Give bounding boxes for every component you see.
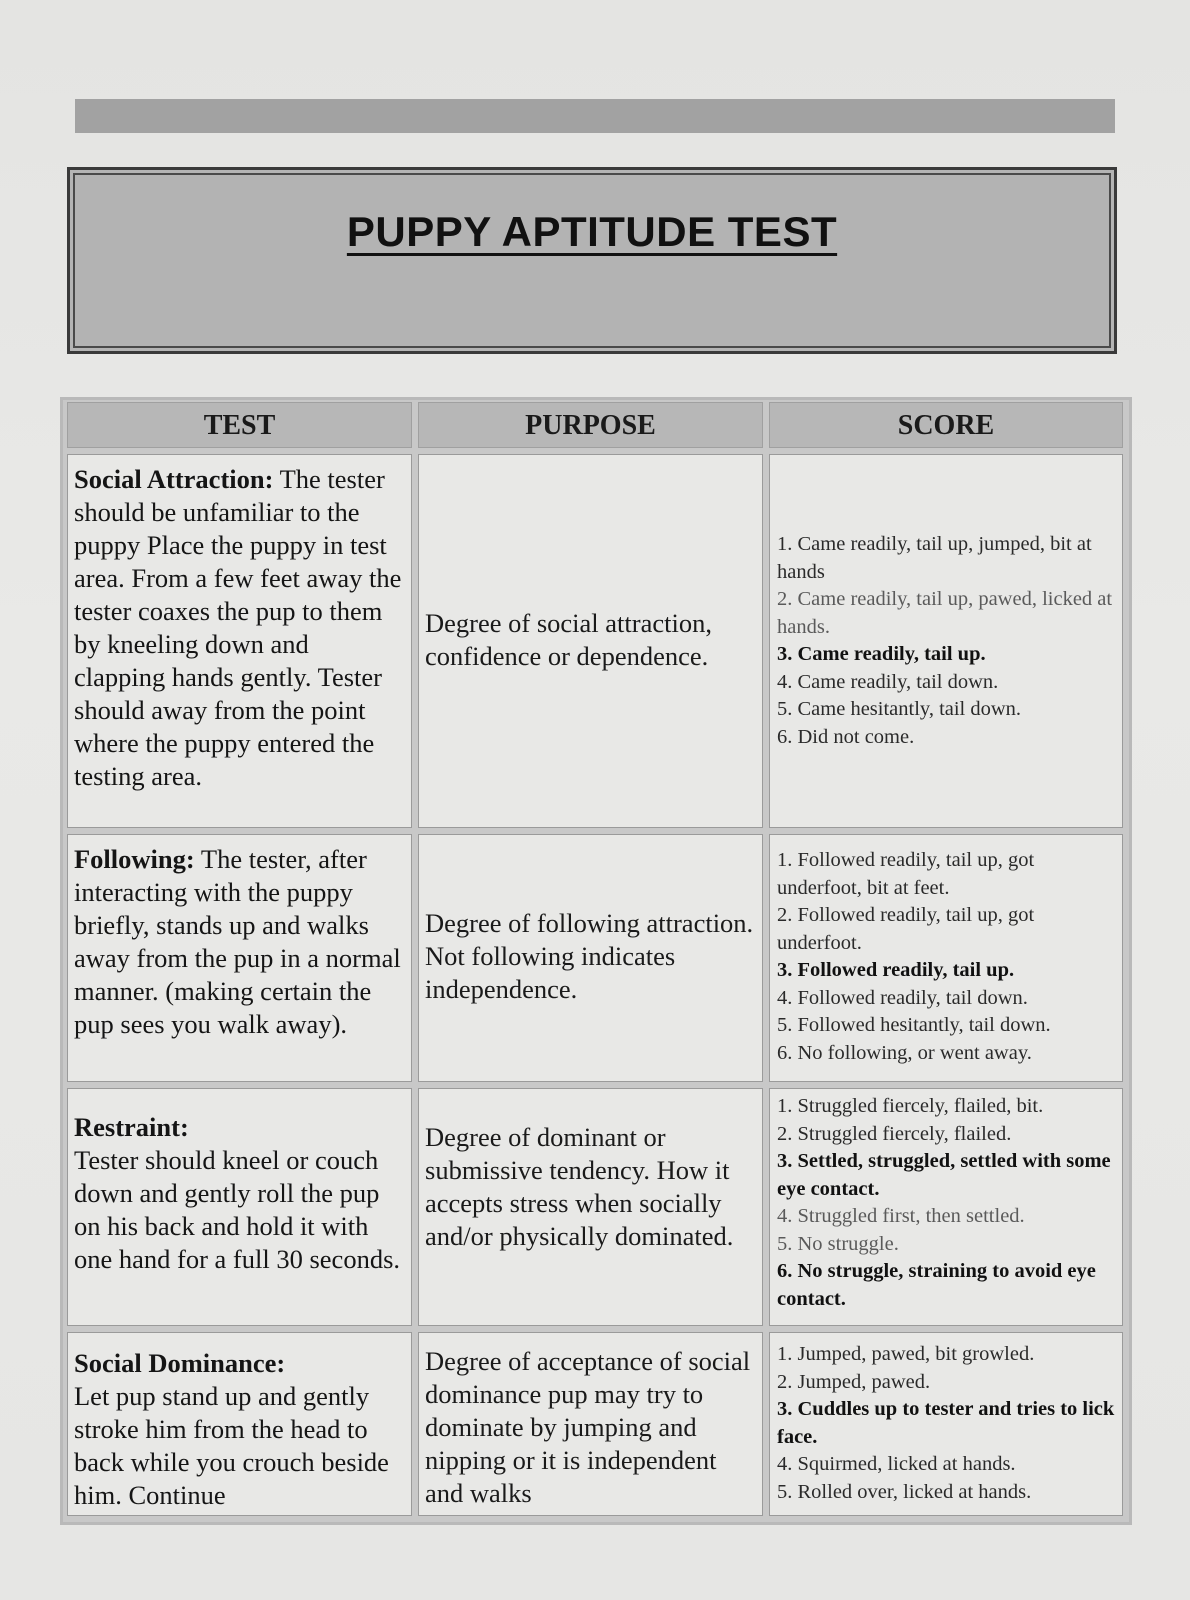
score-item: 2. Jumped, pawed. (777, 1370, 931, 1393)
column-header-score: SCORE (769, 402, 1123, 448)
score-item: 3. Came readily, tail up. (777, 643, 986, 665)
test-name: Restraint: (74, 1112, 189, 1142)
score-item: 6. Did not come. (777, 725, 915, 748)
score-item: 2. Struggled fiercely, flailed. (777, 1122, 1012, 1145)
test-desc: Tester should kneel or couch down and gently roll the pup on his back and hold it with one hand for a full 30 seconds. (74, 1145, 401, 1274)
purpose-text: Degree of acceptance of social dominance pup may try to dominate by jumping and nipping or it is independent and walks (425, 1346, 751, 1508)
score-item: 2. Followed readily, tail up, got underfoot. (777, 904, 1035, 954)
test-desc: The tester should be unfamiliar to the puppy Place the puppy in test area. From a few feet away the tester coaxes the pup to them by kneeling down and clapping hands gently. Tester should away from the point where the puppy entered the testing area. (74, 464, 402, 791)
score-item: 3. Settled, struggled, settled with some eye contact. (777, 1150, 1111, 1200)
table-row-social-dominance-purpose (418, 1332, 763, 1516)
score-item: 4. Squirmed, licked at hands. (777, 1453, 1016, 1475)
score-item: 5. Followed hesitantly, tail down. (777, 1014, 1051, 1036)
page-title: PUPPY APTITUDE TEST (346, 208, 838, 255)
test-description (74, 463, 405, 793)
test-description (74, 843, 405, 1041)
test-description (74, 1347, 405, 1512)
score-list (777, 1341, 1116, 1506)
score-list (777, 1093, 1116, 1313)
score-item: 4. Struggled first, then settled. (777, 1205, 1025, 1227)
table-row-restraint-purpose (418, 1088, 763, 1326)
title-box (67, 167, 1117, 354)
score-list (777, 847, 1116, 1067)
table-row-following-purpose (418, 834, 763, 1082)
score-item: 5. Rolled over, licked at hands. (777, 1480, 1032, 1503)
test-desc: Let pup stand up and gently stroke him from the head to back while you crouch beside him. Continue (74, 1381, 389, 1510)
score-item: 6. No struggle, straining to avoid eye contact. (777, 1260, 1096, 1310)
score-item: 6. No following, or went away. (777, 1041, 1032, 1064)
table-row-social-dominance-test (67, 1332, 412, 1516)
score-item: 5. Came hesitantly, tail down. (777, 698, 1022, 720)
table-row-social-attraction-test (67, 454, 412, 828)
score-list (777, 531, 1116, 751)
aptitude-table (60, 397, 1132, 1525)
test-description (74, 1111, 405, 1276)
purpose-text: Degree of social attraction, confidence or dependence. (425, 608, 712, 671)
table-row-restraint-score (769, 1088, 1123, 1326)
score-item: 1. Followed readily, tail up, got underfoot, bit at feet. (777, 849, 1035, 899)
score-item: 3. Followed readily, tail up. (777, 959, 1015, 981)
table-row-social-attraction-score (769, 454, 1123, 828)
table-row-social-attraction-purpose (418, 454, 763, 828)
column-header-purpose: PURPOSE (418, 402, 763, 448)
score-item: 4. Followed readily, tail down. (777, 986, 1028, 1009)
score-item: 5. No struggle. (777, 1232, 899, 1255)
score-item: 3. Cuddles up to tester and tries to lick face. (777, 1398, 1115, 1448)
table-row-social-dominance-score (769, 1332, 1123, 1516)
column-header-test: TEST (67, 402, 412, 448)
table-row-following-score (769, 834, 1123, 1082)
score-item: 2. Came readily, tail up, pawed, licked at hands. (777, 588, 1113, 638)
score-item: 1. Came readily, tail up, jumped, bit at hands (777, 533, 1092, 583)
score-item: 4. Came readily, tail down. (777, 670, 999, 693)
decorative-top-bar (75, 99, 1115, 133)
test-desc: The tester, after interacting with the puppy briefly, stands up and walks away from the pup in a normal manner. (making certain the pup sees you walk away). (74, 844, 401, 1039)
test-name: Social Dominance: (74, 1348, 286, 1378)
table-row-restraint-test (67, 1088, 412, 1326)
purpose-text: Degree of dominant or submissive tendency. How it accepts stress when socially and/or physically dominated. (425, 1122, 734, 1251)
test-name: Social Attraction: (74, 464, 274, 494)
score-item: 1. Jumped, pawed, bit growled. (777, 1343, 1035, 1365)
purpose-text: Degree of following attraction. Not following indicates independence. (425, 908, 754, 1004)
score-item: 1. Struggled fiercely, flailed, bit. (777, 1095, 1044, 1117)
table-row-following-test (67, 834, 412, 1082)
test-name: Following: (74, 844, 195, 874)
